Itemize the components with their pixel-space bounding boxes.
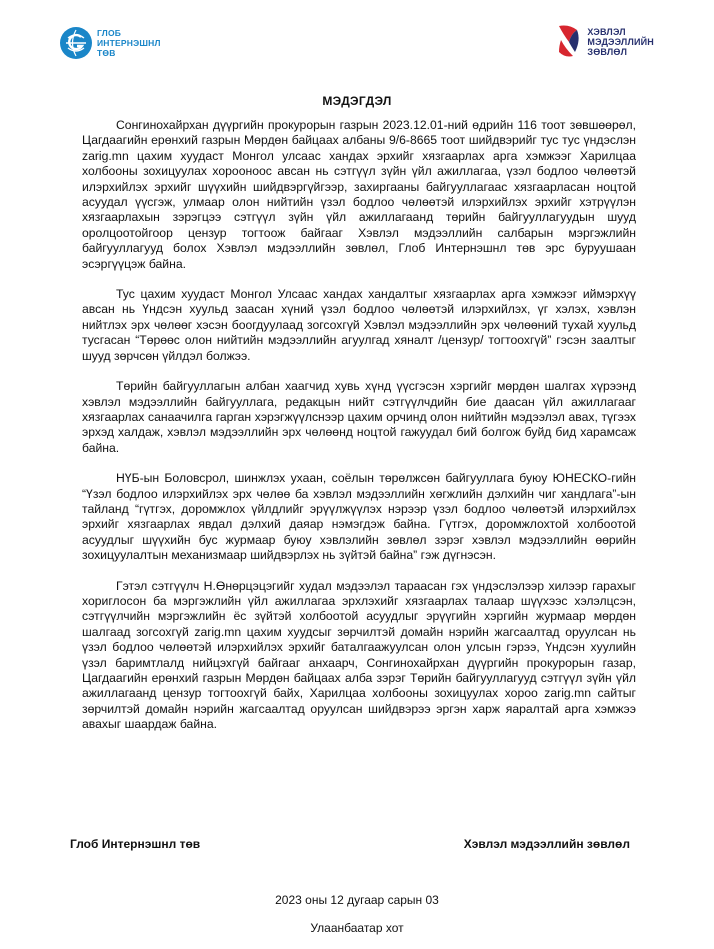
paragraph-4: НҮБ-ын Боловсрол, шинжлэх ухаан, соёлын төрөлжсөн байгууллага буюу ЮНЕСКО-гийн “Үзэл бодлоо илэрхийлэх эрх чөлөө ба хэвлэл мэдээллийн хөгжлийн дэлхийн чиг хандлага”-ын тайланд “гүтгэх, доромжлох үйлдлийг эрүүлжүүлэх нэрээр үзэл бодлоо чөлөөтэй илэрхийлэх эрхийг хязгаарлах явдал дэлхий даяар нэмэгдэж байна. Гүтгэх, доромжлохтой холбоотой асуудлыг шүүхийн бус журмаар буюу хэвлэлийн зөвлөл зэрэг хэвлэл мэдээллийн өөрийн зохицуулалтын механизмаар шийдвэрлэх нь зүйтэй байна” гэж дүгнэсэн. (82, 471, 636, 563)
paragraph-5: Гэтэл сэтгүүлч Н.Өнөрцэцэгийг худал мэдээлэл тараасан гэх үндэслэлээр хилээр гарахыг хориглосон ба мэргэжлийн үйл ажиллагаа эрхлэхийг хязгаарлах талаар шүүхээс хэлэлцсэн, сэтгүүлчийн мэргэжлийн ёс зүйтэй холбоотой асуудлыг эрүүгийн хэргийн журмаар мөрдөн шалгаад зогсохгүй zarig.mn цахим хуудсыг зөрчилтэй домайн нэрийн жагсаалтад оруулсан нь үзэл бодлоо чөлөөтэй илэрхийлэх эрхийг баталгаажуулсан олон улсын гэрээ, Үндсэн хуулийн үзэл баримтлалд нийцэхгүй байгааг анхаарч, Сонгинохайрхан дүүргийн прокурорын газар, Цагдаагийн ерөнхий газрын Мөрдөн байцаах алба зэрэг Төрийн байгууллагууд сэтгүүл зүйн үйл ажиллагаанд цензур тогтоохгүй байх, Харилцаа холбооны зохицуулах хороо zarig.mn сайтыг зөрчилтэй домайн нэрийн жагсаалтад оруулсан шийдвэрээ эргэн харж яаралтай арга хэмжээ авахыг шаардаж байна. (82, 578, 636, 732)
footer-date: 2023 оны 12 дугаар сарын 03 (275, 893, 439, 907)
gic-logo (60, 27, 161, 59)
signature-left: Глоб Интернэшнл төв (70, 837, 201, 851)
document-title: МЭДЭГДЭЛ (322, 94, 392, 108)
mmz-logo-line-3: ЗӨВЛӨЛ (587, 47, 628, 57)
gic-logo-text (97, 28, 161, 58)
globe-letter-g-icon (60, 27, 92, 59)
red-white-blue-arch-icon (555, 22, 583, 62)
paragraph-1: Сонгинохайрхан дүүргийн прокурорын газрын 2023.12.01-ний өдрийн 116 тоот зөвшөөрөл, Цагдаагийн ерөнхий газрын Мөрдөн байцаах албаны 9/6-8665 тоот шийдвэрийг тус тус үндэслэн zarig.mn цахим хуудаст Монгол улсаас хандах эрхийг хязгаарлах арга хэмжээг Харилцаа холбооны зохицуулах хорооноос авсан нь сэтгүүл зүйн үйл ажиллагаа, үзэл бодлоо чөлөөтэй илэрхийлэх эрхийг шүүхийн шийдвэргүйгээр, захиргааны байгууллагаас хязгаарласан ноцтой асуудал үүсгэж, улмаар олон нийтийн үзэл бодлоо чөлөөтэй илэрхийлэх эрхийг хэтрүүлэн хязгаарлахын зэрэгцээ сэтгүүл зүйн үйл ажиллагаанд төрийн байгууллагуудын шууд оролцоотойгоор цензур тогтоож байгааг Хэвлэл мэдээллийн салбарын мэргэжлийн байгууллагууд болох Хэвлэл мэдээллийн зөвлөл, Глоб Интернэшнл төв эрс буруушаан эсэргүүцэж байна. (82, 118, 636, 271)
signature-right: Хэвлэл мэдээллийн зөвлөл (463, 837, 630, 851)
paragraph-2: Тус цахим хуудаст Монгол Улсаас хандах хандалтыг хязгаарлах арга хэмжээг иймэрхүү авсан нь Үндсэн хуульд заасан хүний үзэл бодлоо чөлөөтэй илэрхийлэх, үг хэлэх, хэвлэн нийтлэх эрх чөлөөг хэсэн боогдуулаад зогсохгүй Хэвлэл мэдээллийн эрх чөлөөний тухай хуульд тусгасан “Төрөөс олон нийтийн мэдээллийн агуулгад хяналт /цензур/ тогтоохгүй” гэсэн заалтыг шууд зөрчсөн үйлдэл болжээ. (82, 287, 636, 363)
mmz-logo-line-1: ХЭВЛЭЛ (587, 27, 626, 37)
footer-city: Улаанбаатар хот (310, 921, 404, 935)
gic-logo-line-2: ИНТЕРНЭШНЛ (97, 38, 161, 48)
mmz-logo-line-2: МЭДЭЭЛЛИЙН (587, 37, 654, 47)
document-body (82, 118, 636, 748)
mmz-logo-text (587, 27, 654, 57)
gic-logo-line-3: ТӨВ (97, 48, 116, 58)
mmz-logo (555, 22, 654, 62)
gic-logo-line-1: ГЛОБ (97, 28, 122, 38)
paragraph-3: Төрийн байгууллагын албан хаагчид хувь хүнд үүсгэсэн хэргийг мөрдөн шалгах хүрээнд хэвлэл мэдээллийн байгууллага, редакцын нийт сэтгүүлчдийн бие даасан үйл ажиллагааг хязгаарлах санаачилга гарган хэрэгжүүлснээр цахим орчинд олон нийтийн мэдээлэл авах, түгээх эрхэд халдаж, хэвлэл мэдээллийн эрх чөлөөнд ноцтой гажуудал бий болгож буйд бид харамсаж байна. (82, 379, 636, 455)
